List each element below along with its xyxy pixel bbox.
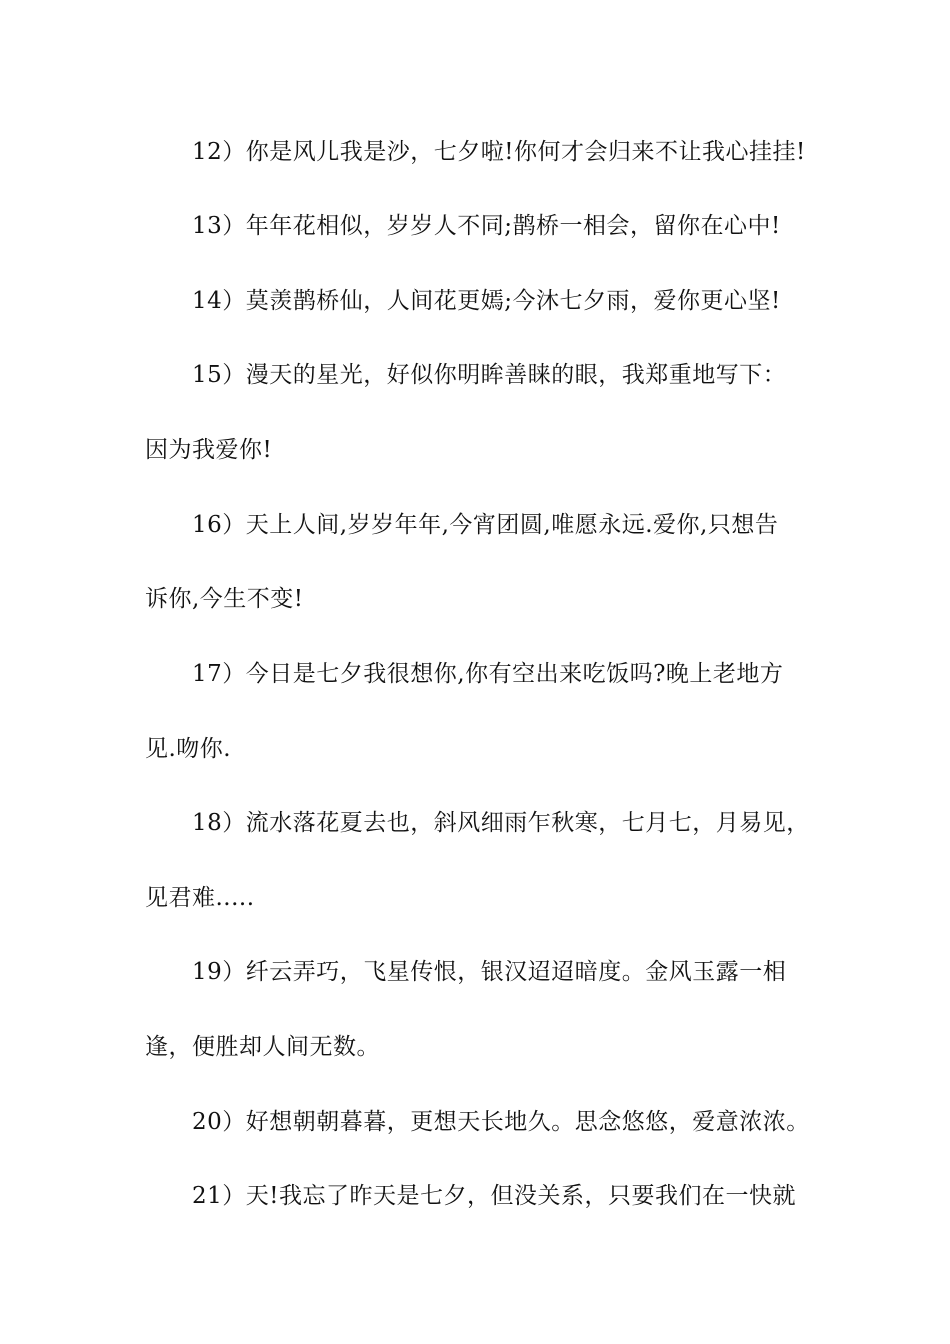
wish-line-14: 14）莫羡鹊桥仙，人间花更嫣;今沐七夕雨，爱你更心坚! <box>192 288 781 314</box>
wish-line-16: 16）天上人间,岁岁年年,今宵团圆,唯愿永远.爱你,只想告 <box>192 512 779 538</box>
wish-line-18-cont: 见君难..... <box>145 885 255 911</box>
wish-line-15-cont: 因为我爱你! <box>145 437 273 463</box>
wish-line-21: 21）天!我忘了昨天是七夕，但没关系，只要我们在一快就 <box>192 1183 797 1209</box>
wish-line-18: 18）流水落花夏去也，斜风细雨乍秋寒，七月七，月易见， <box>192 810 810 836</box>
wish-line-13: 13）年年花相似，岁岁人不同;鹊桥一相会，留你在心中! <box>192 213 781 239</box>
wish-line-17: 17）今日是七夕我很想你,你有空出来吃饭吗?晚上老地方 <box>192 661 784 687</box>
wish-line-16-cont: 诉你,今生不变! <box>145 586 304 612</box>
wish-line-20: 20）好想朝朝暮暮，更想天长地久。思念悠悠，爱意浓浓。 <box>192 1109 810 1135</box>
wish-line-19-cont: 逢，便胜却人间无数。 <box>145 1034 380 1060</box>
wish-line-15: 15）漫天的星光，好似你明眸善睐的眼，我郑重地写下： <box>192 362 787 388</box>
wish-line-17-cont: 见.吻你. <box>145 736 232 762</box>
wish-line-12: 12）你是风儿我是沙，七夕啦!你何才会归来不让我心挂挂! <box>192 139 806 165</box>
wish-line-19: 19）纤云弄巧，飞星传恨，银汉迢迢暗度。金风玉露一相 <box>192 959 787 985</box>
